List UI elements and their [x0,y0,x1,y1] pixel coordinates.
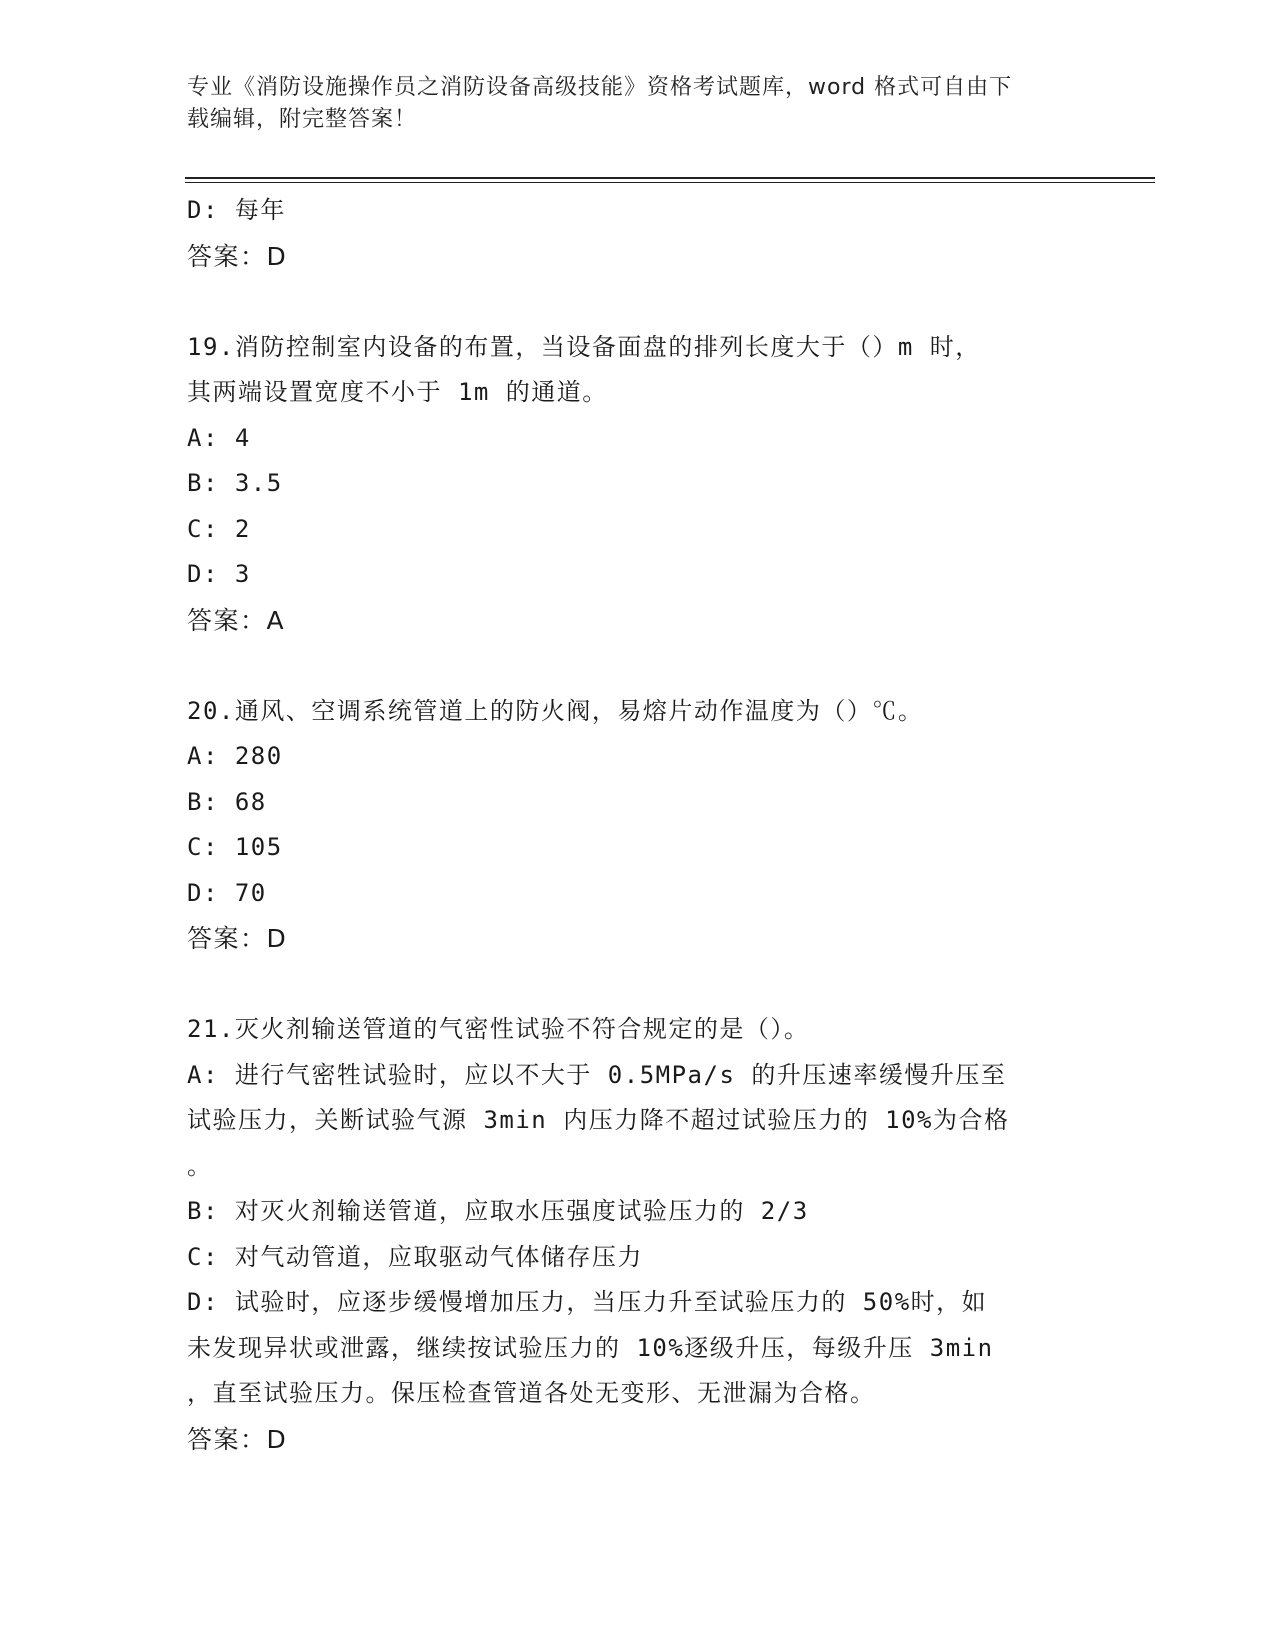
question-gap [187,962,1077,1008]
header-rule-thin [185,182,1155,183]
question-stem-line-2: 其两端设置宽度不小于 1m 的通道。 [187,378,608,406]
question-stem: 21.灭火剂输送管道的气密性试验不符合规定的是（）。 [187,1015,810,1043]
option-c: C: 对气动管道，应取驱动气体储存压力 [187,1242,643,1271]
page-header [187,72,1067,136]
header-rule-thick [185,177,1155,179]
question-stem: 20.通风、空调系统管道上的防火阀，易熔片动作温度为（）℃。 [187,696,924,725]
question-20 [187,689,1077,962]
question-gap [187,643,1077,689]
option-a-line-2: 试验压力，关断试验气源 3min 内压力降不超过试验压力的 10%为合格 [187,1106,1010,1134]
option-d: D: 70 [187,878,267,907]
option-a-line-1: A: 进行气密牲试验时，应以不大于 0.5MPa/s 的升压速率缓慢升压至 [187,1060,1007,1089]
question-19 [187,325,1077,644]
option-b: B: 3.5 [187,469,283,497]
answer-label: 答案：D [187,924,288,953]
question-21 [187,1007,1077,1462]
option-b: B: 对灭火剂输送管道，应取水压强度试验压力的 2/3 [187,1197,809,1225]
option-a: A: 4 [187,423,251,452]
question-stem-line-1: 19.消防控制室内设备的布置，当设备面盘的排列长度大于（）m 时， [187,332,981,361]
question-gap [187,279,1077,325]
option-a: A: 280 [187,742,283,770]
option-d-line-3: ，直至试验压力。保压检查管道各处无变形、无泄漏为合格。 [187,1379,876,1407]
option-c: C: 105 [187,833,283,861]
option-d-line-1: D: 试验时，应逐步缓慢增加压力，当压力升至试验压力的 50%时，如 [187,1288,988,1316]
answer-label: 答案：D [187,241,288,271]
option-a-line-3: 。 [187,1151,213,1180]
answer-label: 答案：D [187,1424,288,1454]
option-d: D: 每年 [187,196,286,224]
answer-label: 答案：A [187,605,286,635]
option-c: C: 2 [187,514,251,543]
option-d: D: 3 [187,560,251,588]
header-line-2: 载编辑，附完整答案！ [187,107,418,132]
option-d-line-2: 未发现异状或泄露，继续按试验压力的 10%逐级升压，每级升压 3min [187,1333,994,1362]
question-18 [187,188,1077,279]
question-list [187,188,1077,1462]
header-line-1: 专业《消防设施操作员之消防设备高级技能》资格考试题库，word 格式可自由下 [187,75,1013,100]
option-b: B: 68 [187,787,267,816]
